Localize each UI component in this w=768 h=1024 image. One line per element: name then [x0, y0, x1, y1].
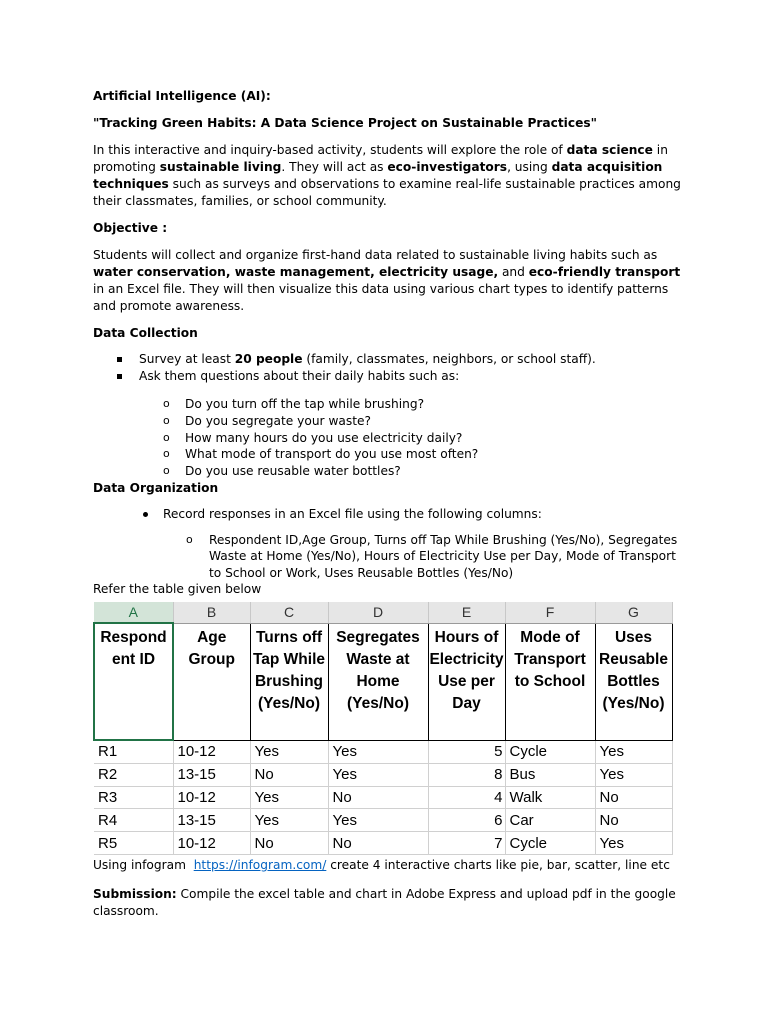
collection-list	[93, 351, 683, 384]
table-cell: No	[328, 786, 428, 809]
list-item: o Respondent ID,Age Group, Turns off Tap While Brushing (Yes/No), Segregates Waste at Home (Yes/No), Hours of Electricity Use per Day, Mode of Transport to School or Work, Uses Reusable Bottles (Yes/No)	[186, 532, 683, 582]
intro-bold: data science	[566, 143, 653, 157]
document-body	[93, 88, 683, 598]
objective-text: in an Excel file. They will then visualize this data using various chart types to identify patterns and promote awareness.	[93, 282, 669, 313]
table-row	[94, 832, 672, 855]
intro-text: In this interactive and inquiry-based activity, students will explore the role of	[93, 143, 567, 157]
header-cell: Segregates Waste at Home (Yes/No)	[328, 623, 428, 740]
objective-label: Objective :	[93, 221, 168, 235]
header-cell: Age Group	[173, 623, 250, 740]
table-cell: No	[250, 832, 328, 855]
submission-paragraph	[93, 886, 683, 920]
objective-paragraph	[93, 247, 683, 315]
table-cell: 4	[428, 786, 505, 809]
table-cell: 13-15	[173, 763, 250, 786]
table-row	[94, 763, 672, 786]
column-letter: A	[94, 602, 173, 623]
question-item: o How many hours do you use electricity daily?	[163, 430, 683, 447]
table-cell: No	[250, 763, 328, 786]
question-item: o Do you use reusable water bottles?	[163, 463, 683, 480]
column-letter: D	[328, 602, 428, 623]
column-letter-row	[94, 602, 672, 623]
table-cell: Walk	[505, 786, 595, 809]
list-item	[115, 351, 683, 368]
intro-text: such as surveys and observations to examine real-life sustainable practices among their classmates, families, or school community.	[93, 177, 681, 208]
list-item-text: Survey at least	[139, 352, 235, 366]
spreadsheet-image	[93, 602, 675, 852]
table-row	[94, 740, 672, 763]
table-cell: Cycle	[505, 832, 595, 855]
header-cell: Respond ent ID	[94, 623, 173, 740]
submission-label: Submission:	[93, 887, 177, 901]
closing-section	[93, 857, 683, 920]
column-letter: C	[250, 602, 328, 623]
refer-text: Refer the table given below	[93, 582, 262, 597]
table-row	[94, 786, 672, 809]
intro-paragraph	[93, 142, 683, 210]
column-letter: F	[505, 602, 595, 623]
objective-bold: eco-friendly transport	[528, 265, 681, 279]
project-title: "Tracking Green Habits: A Data Science Project on Sustainable Practices"	[93, 116, 597, 130]
table-cell: R4	[94, 809, 173, 832]
organization-list	[93, 506, 683, 523]
table-cell: Yes	[250, 786, 328, 809]
header-cell: Hours of Electricity Use per Day	[428, 623, 505, 740]
table-cell: 5	[428, 740, 505, 763]
list-item: Record responses in an Excel file using the following columns:	[139, 506, 683, 523]
table-cell: No	[328, 832, 428, 855]
submission-text: Compile the excel table and chart in Adobe Express and upload pdf in the google classroom.	[93, 887, 676, 918]
objective-text: Students will collect and organize first-hand data related to sustainable living habits such as	[93, 248, 658, 262]
column-letter: G	[595, 602, 672, 623]
question-item: o What mode of transport do you use most often?	[163, 446, 683, 463]
table-cell: Yes	[328, 809, 428, 832]
table-cell: Yes	[595, 763, 672, 786]
intro-bold: sustainable living	[159, 160, 282, 174]
infogram-paragraph	[93, 857, 683, 874]
table-cell: Yes	[250, 809, 328, 832]
intro-text: . They will act as	[281, 160, 388, 174]
table-cell: Yes	[250, 740, 328, 763]
table-cell: R2	[94, 763, 173, 786]
question-item: o Do you turn off the tap while brushing?	[163, 396, 683, 413]
header-cell: Turns off Tap While Brushing (Yes/No)	[250, 623, 328, 740]
column-letter: E	[428, 602, 505, 623]
table-cell: Yes	[328, 763, 428, 786]
table-cell: Yes	[595, 832, 672, 855]
table-cell: R3	[94, 786, 173, 809]
table-cell: 6	[428, 809, 505, 832]
question-list	[93, 396, 683, 480]
table-row	[94, 809, 672, 832]
table-cell: 8	[428, 763, 505, 786]
table-cell: R5	[94, 832, 173, 855]
header-row	[94, 623, 672, 740]
header-cell: Mode of Transport to School	[505, 623, 595, 740]
table-cell: Yes	[595, 740, 672, 763]
intro-bold: eco-investigators	[387, 160, 508, 174]
infogram-text: create 4 interactive charts like pie, bar, scatter, line etc	[326, 858, 670, 872]
objective-text: and	[498, 265, 529, 279]
question-item: o Do you segregate your waste?	[163, 413, 683, 430]
table-cell: 10-12	[173, 786, 250, 809]
objective-bold: water conservation, waste management, electricity usage,	[93, 265, 499, 279]
header-cell: Uses Reusable Bottles (Yes/No)	[595, 623, 672, 740]
column-letter: B	[173, 602, 250, 623]
table-cell: 10-12	[173, 832, 250, 855]
table-cell: Yes	[328, 740, 428, 763]
intro-text: , using	[507, 160, 552, 174]
table-cell: 7	[428, 832, 505, 855]
list-item-text: (family, classmates, neighbors, or school staff).	[302, 352, 596, 366]
table-cell: Cycle	[505, 740, 595, 763]
organization-sublist	[93, 532, 683, 582]
data-organization-label: Data Organization	[93, 480, 219, 495]
table-cell: R1	[94, 740, 173, 763]
table-cell: No	[595, 809, 672, 832]
intro-bold: data acquisition techniques	[93, 160, 663, 191]
table-cell: Bus	[505, 763, 595, 786]
table-cell: 10-12	[173, 740, 250, 763]
list-item-bold: 20 people	[234, 352, 303, 366]
table-cell: Car	[505, 809, 595, 832]
infogram-link[interactable]: https://infogram.com/	[193, 858, 327, 872]
data-collection-label: Data Collection	[93, 326, 198, 340]
list-item: Ask them questions about their daily habits such as:	[115, 368, 683, 385]
intro-text: in promoting	[93, 143, 668, 174]
infogram-text: Using infogram	[93, 858, 194, 872]
table-cell: No	[595, 786, 672, 809]
table-cell: 13-15	[173, 809, 250, 832]
section-heading: Artificial Intelligence (AI):	[93, 89, 271, 103]
